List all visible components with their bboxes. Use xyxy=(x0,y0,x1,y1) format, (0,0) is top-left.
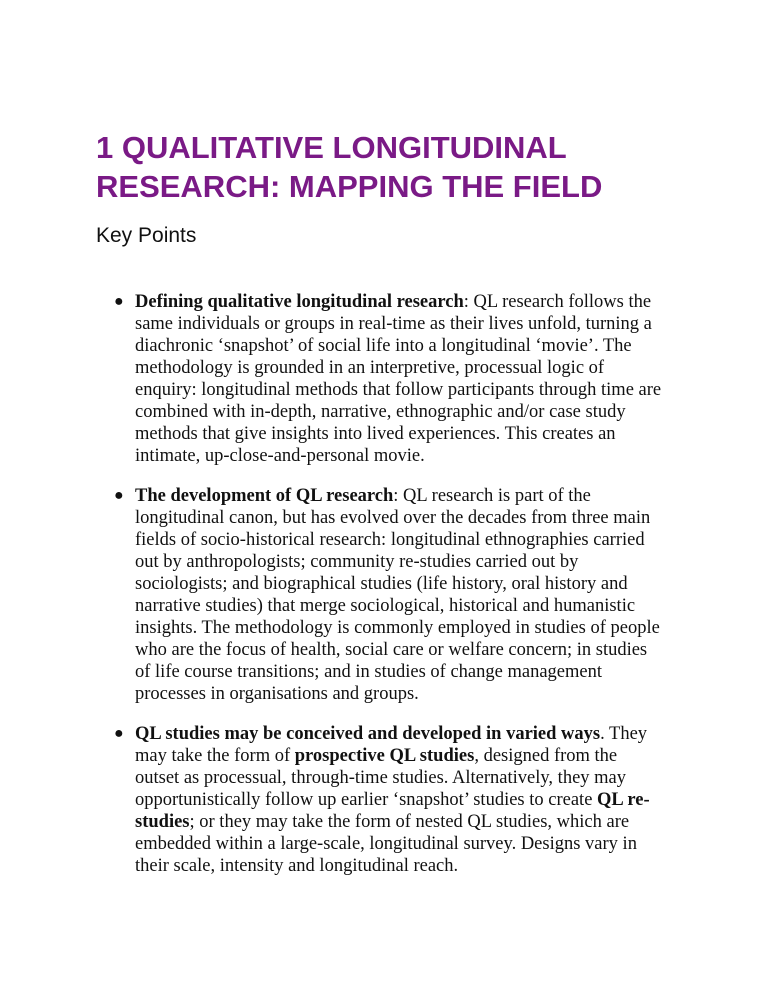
text-run: : QL research is part of the xyxy=(393,486,591,506)
text-line: fields of socio-historical research: longitudinal ethnographies carried xyxy=(135,530,645,550)
key-point-study-designs xyxy=(114,723,674,877)
bold-term: studies xyxy=(135,812,190,832)
text-run: . They xyxy=(600,724,648,744)
text-line: out by anthropologists; community re-studies carried out by xyxy=(135,552,579,572)
text-line: methods that give insights into lived experiences. This creates an xyxy=(135,424,616,444)
text-line: insights. The methodology is commonly employed in studies of people xyxy=(135,618,660,638)
text-line: narrative studies) that merge sociological, historical and humanistic xyxy=(135,596,636,616)
key-point-development xyxy=(114,485,674,705)
text-run: : QL research follows the xyxy=(463,292,652,312)
text-run: ; or they may take the form of nested QL studies, which are xyxy=(189,812,630,832)
text-line: same individuals or groups in real-time as their lives unfold, turning a xyxy=(135,314,652,334)
bullet-icon: ● xyxy=(114,487,124,504)
text-run: , designed from the xyxy=(474,746,618,766)
text-line xyxy=(135,745,674,767)
text-line: who are the focus of health, social care or welfare concern; in studies xyxy=(135,640,648,660)
bold-term: The development of QL research xyxy=(135,486,394,506)
text-line: intimate, up-close-and-personal movie. xyxy=(135,446,425,466)
chapter-title xyxy=(96,128,716,206)
text-line xyxy=(135,485,674,507)
key-point-defining xyxy=(114,291,674,467)
text-line: combined with in-depth, narrative, ethnographic and/or case study xyxy=(135,402,626,422)
text-line: their scale, intensity and longitudinal reach. xyxy=(135,856,459,876)
text-run: may take the form of xyxy=(135,746,295,766)
text-line: sociologists; and biographical studies (life history, oral history and xyxy=(135,574,628,594)
chapter-title-line-1: 1 QUALITATIVE LONGITUDINAL xyxy=(96,130,567,165)
text-run: opportunistically follow up earlier ‘snapshot’ studies to create xyxy=(135,790,598,810)
bold-term: QL studies may be conceived and developed in varied ways xyxy=(135,724,601,744)
text-line xyxy=(135,723,674,745)
text-line: longitudinal canon, but has evolved over the decades from three main xyxy=(135,508,651,528)
bold-term: prospective QL studies xyxy=(294,746,475,766)
text-line: diachronic ‘snapshot’ of social life into a longitudinal ‘movie’. The xyxy=(135,336,632,356)
text-line: processes in organisations and groups. xyxy=(135,684,419,704)
chapter-title-line-2: RESEARCH: MAPPING THE FIELD xyxy=(96,169,603,204)
key-points-heading: Key Points xyxy=(96,224,197,247)
key-points-list xyxy=(114,291,674,895)
bold-term: Defining qualitative longitudinal research xyxy=(135,292,464,312)
bullet-icon: ● xyxy=(114,725,124,742)
text-line xyxy=(135,789,674,811)
text-line: methodology is grounded in an interpretive, processual logic of xyxy=(135,358,605,378)
text-line: enquiry: longitudinal methods that follow participants through time are xyxy=(135,380,662,400)
text-line: outset as processual, through-time studies. Alternatively, they may xyxy=(135,768,626,788)
text-line: embedded within a large-scale, longitudinal survey. Designs vary in xyxy=(135,834,637,854)
bold-term: QL re- xyxy=(597,790,650,810)
text-line: of life course transitions; and in studies of change management xyxy=(135,662,602,682)
bullet-icon: ● xyxy=(114,293,124,310)
text-line xyxy=(135,811,674,833)
text-line xyxy=(135,291,674,313)
